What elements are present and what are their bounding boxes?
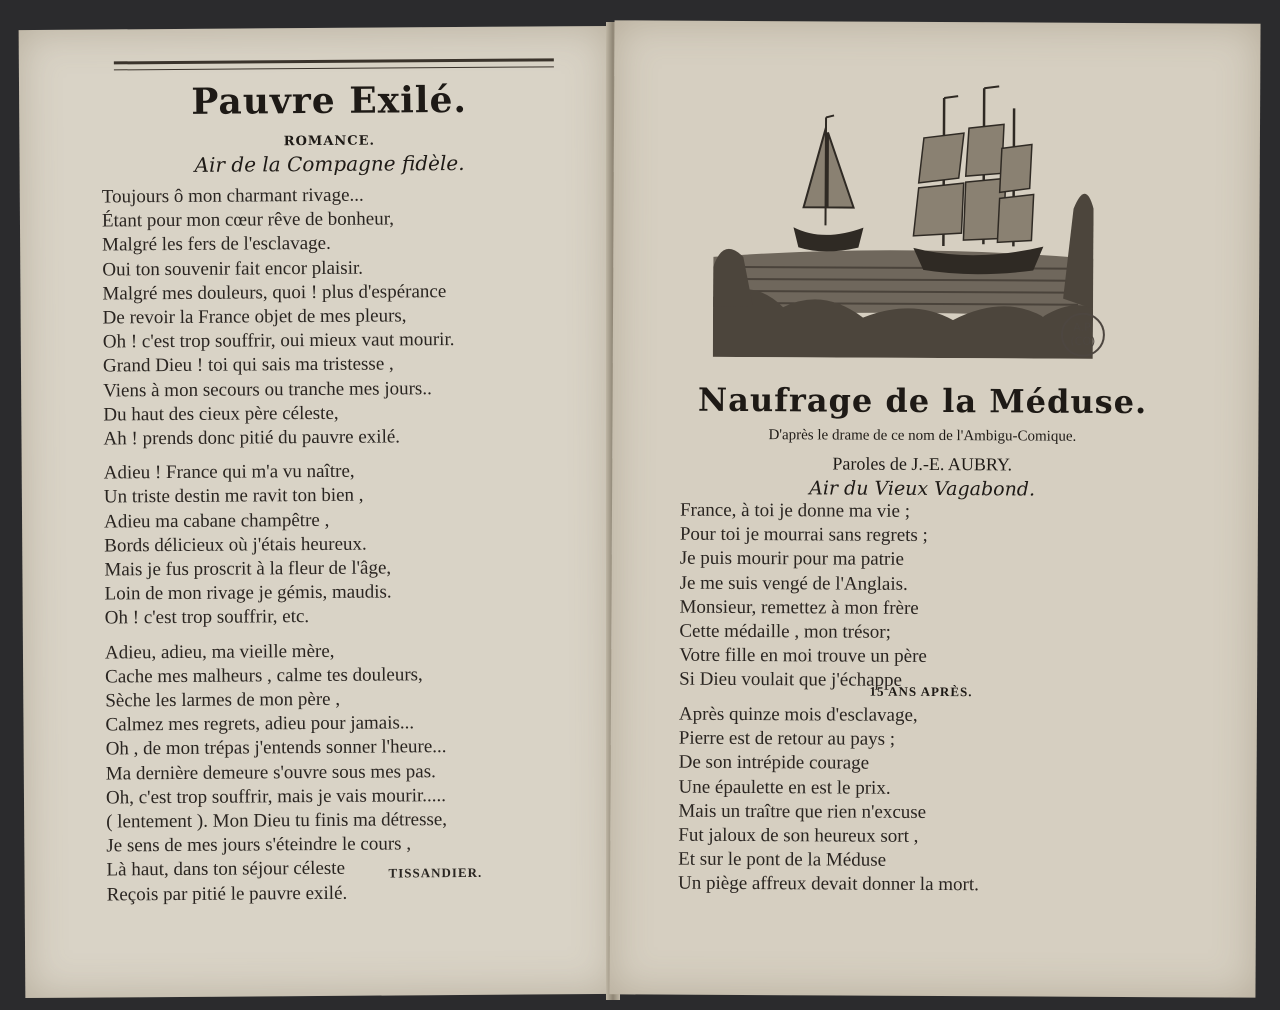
verses	[102, 182, 587, 907]
verse-line: Pour toi je mourrai sans regrets ;	[679, 523, 928, 547]
verse-line: Loin de mon rivage je gémis, maudis.	[104, 581, 392, 605]
verse-line: Oh ! c'est trop souffrir, etc.	[104, 606, 310, 629]
top-rule	[114, 58, 554, 70]
verse-line: Ah ! prends donc pitié du pauvre exilé.	[103, 426, 401, 450]
verse-line: Un piège affreux devait donner la mort.	[677, 873, 979, 896]
verse-line: Je me suis vengé de l'Anglais.	[679, 572, 908, 595]
verse-line: Du haut des cieux père céleste,	[103, 402, 339, 426]
verse-line: ( lentement ). Mon Dieu tu finis ma détresse,	[106, 809, 448, 833]
air-label: Air de la Compagne fidèle.	[194, 150, 465, 177]
verse-line: De revoir la France objet de mes pleurs,	[102, 305, 407, 329]
verses	[678, 703, 1079, 899]
right-page	[609, 20, 1260, 997]
verse-line: Mais un traître que rien n'excuse	[678, 800, 927, 823]
verse-line: Cette médaille , mon trésor;	[679, 620, 892, 643]
verse-line: Adieu ! France qui m'a vu naître,	[103, 460, 355, 484]
verse-line: Je sens de mes jours s'éteindre le cours ,	[106, 833, 412, 857]
left-page	[19, 26, 616, 998]
verse-line: Reçois par pitié le pauvre exilé.	[106, 882, 348, 906]
verse-line: Oh, c'est trop souffrir, mais je vais mourir.....	[105, 784, 447, 809]
verse-line: Oh , de mon trépas j'entends sonner l'heure...	[105, 736, 447, 760]
verse-line: De son intrépide courage	[678, 752, 870, 775]
verse-line: Bords délicieux où j'étais heureux.	[104, 533, 367, 557]
verse-line: Sèche les larmes de mon père ,	[105, 688, 341, 712]
page-title: Pauvre Exilé.	[191, 78, 468, 123]
subtitle: ROMANCE.	[283, 133, 376, 150]
page-title: Naufrage de la Méduse.	[697, 380, 1148, 422]
verse-line: Oui ton souvenir fait encor plaisir.	[102, 257, 364, 281]
verse-line: Un triste destin me ravit ton bien ,	[103, 485, 364, 508]
verse-line: Malgré les fers de l'esclavage.	[102, 233, 331, 256]
verse-line: Viens à mon secours ou tranche mes jours..	[103, 377, 432, 402]
author-line: Paroles de J.-E. AUBRY.	[832, 453, 1013, 475]
subtitle: D'après le drame de ce nom de l'Ambigu-Comique.	[768, 427, 1077, 445]
verse-line: Malgré mes douleurs, quoi ! plus d'espérance	[102, 280, 447, 305]
verse-line: Calmez mes regrets, adieu pour jamais...	[105, 712, 415, 736]
signature: TISSANDIER.	[388, 864, 483, 881]
verse-line: Grand Dieu ! toi qui sais ma tristesse ,	[102, 353, 394, 377]
verse-line: Fut jaloux de son heureux sort ,	[678, 824, 919, 847]
verse-line: Étant pour mon cœur rêve de bonheur,	[101, 208, 395, 232]
verse-line: Et sur le pont de la Méduse	[678, 848, 887, 871]
verse-line: Pierre est de retour au pays ;	[678, 727, 896, 750]
verse-line: Ma dernière demeure s'ouvre sous mes pas.	[105, 760, 436, 785]
verse-line: Je puis mourir pour ma patrie	[679, 548, 905, 571]
verse-line: Après quinze mois d'esclavage,	[678, 703, 918, 726]
library-stamp: A.P. (CO)	[1061, 313, 1105, 357]
verse-line: France, à toi je donne ma vie ;	[679, 499, 911, 522]
verse-line: Cache mes malheurs , calme tes douleurs,	[105, 664, 423, 688]
verse-line: Adieu ma cabane champêtre ,	[103, 509, 330, 533]
section-heading: 15 ANS APRÈS.	[869, 683, 973, 700]
ship-engraving	[713, 57, 1095, 359]
air-label: Air du Vieux Vagabond.	[809, 477, 1036, 501]
verse-line: Adieu, adieu, ma vieille mère,	[104, 640, 335, 664]
verse-line: Mais je fus proscrit à la fleur de l'âge,	[104, 557, 392, 581]
verse-line: Toujours ô mon charmant rivage...	[101, 184, 364, 208]
verse-line: Monsieur, remettez à mon frère	[679, 596, 919, 619]
verse-line: Là haut, dans ton séjour céleste	[106, 858, 346, 881]
verse-line: Une épaulette en est le prix.	[678, 776, 891, 799]
verse-line: Votre fille en moi trouve un père	[679, 644, 927, 668]
verse-line: Si Dieu voulait que j'échappe	[679, 669, 903, 692]
verse-line: Oh ! c'est trop souffrir, oui mieux vaut mourir.	[102, 329, 455, 353]
verses	[679, 499, 1040, 695]
